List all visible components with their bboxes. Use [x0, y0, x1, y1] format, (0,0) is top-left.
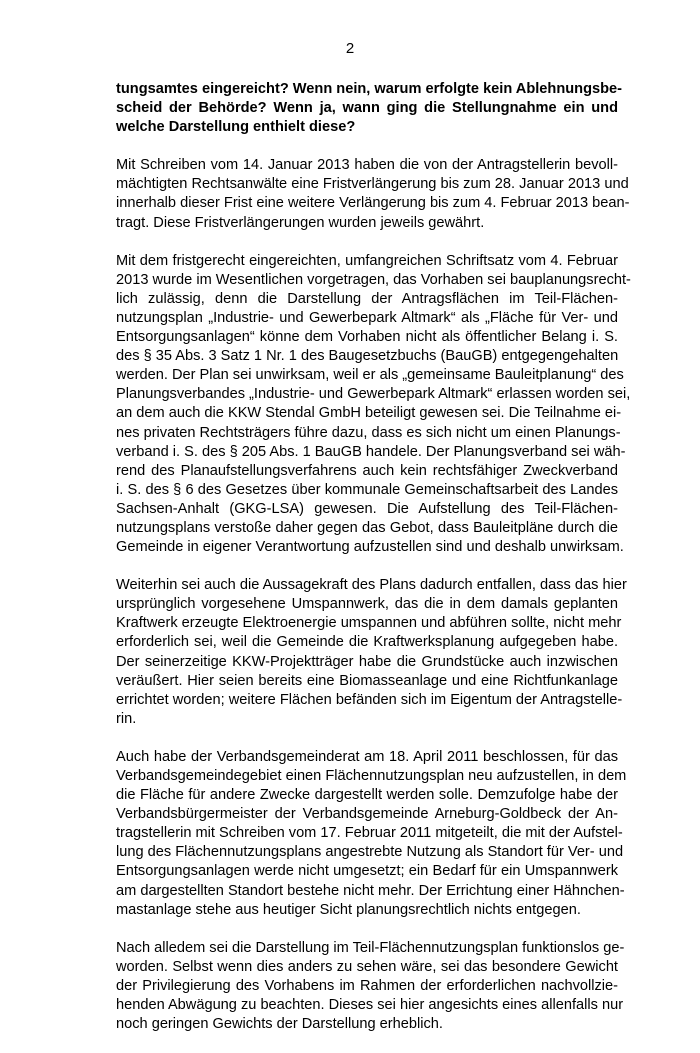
- text-line: mastanlage stehe aus heutiger Sicht planungsrechtlich nichts entgegen.: [116, 901, 581, 918]
- text-line: am dargestellten Standort bestehe nicht mehr. Der Errichtung einer Hähnchen-: [116, 882, 625, 899]
- document-body: [116, 80, 631, 1053]
- text-line: nutzungsplan „Industrie- und Gewerbepark Altmark“ als „Fläche für Ver- und: [116, 309, 618, 326]
- body-paragraph: [116, 748, 627, 920]
- text-line: Sachsen-Anhalt (GKG-LSA) gewesen. Die Aufstellung des Teil-Flächen-: [116, 500, 618, 517]
- text-line: rend des Planaufstellungsverfahrens auch kein rechtsfähiger Zweckverband: [116, 462, 618, 479]
- text-line: lung des Flächennutzungsplans angestrebte Nutzung als Standort für Ver- und: [116, 844, 624, 861]
- text-line: tragt. Diese Fristverlängerungen wurden jeweils gewährt.: [116, 214, 485, 231]
- text-line: veräußert. Hier seien bereits eine Biomasseanlage und eine Richtfunkanlage: [116, 672, 618, 689]
- text-line: mächtigten Rechtsanwälte eine Fristverlängerung bis zum 28. Januar 2013 und: [116, 176, 629, 193]
- text-line: des § 35 Abs. 3 Satz 1 Nr. 1 des Baugesetzbuchs (BauGB) entgegengehalten: [116, 348, 619, 365]
- text-line: Verbandsgemeindegebiet einen Flächennutzungsplan neu aufzustellen, in dem: [116, 768, 627, 784]
- text-line: lich zulässig, denn die Darstellung der Antragsflächen im Teil-Flächen-: [116, 290, 618, 307]
- text-line: innerhalb dieser Frist eine weitere Verlängerung bis zum 4. Februar 2013 bean-: [116, 195, 630, 212]
- body-paragraph: [116, 939, 625, 1034]
- text-line: errichtet worden; weitere Flächen befänden sich im Eigentum der Antragstelle-: [116, 691, 623, 708]
- text-line: worden. Selbst wenn dies anders zu sehen wäre, sei das besondere Gewicht: [116, 958, 618, 975]
- text-line: Weiterhin sei auch die Aussagekraft des Plans dadurch entfallen, dass das hier: [116, 577, 627, 594]
- text-line: der Privilegierung des Vorhabens im Rahmen der erforderlichen nachvollzie-: [116, 977, 618, 994]
- text-line: Mit dem fristgerecht eingereichten, umfangreichen Schriftsatz vom 4. Februar: [116, 252, 618, 269]
- text-line: Planungsverbandes „Industrie- und Gewerbepark Altmark“ erlassen worden sei,: [116, 386, 631, 403]
- text-line: noch geringen Gewichts der Darstellung erheblich.: [116, 1016, 443, 1033]
- text-line: Auch habe der Verbandsgemeinderat am 18. April 2011 beschlossen, für das: [116, 748, 618, 765]
- text-line: rin.: [116, 710, 137, 727]
- text-line: nutzungsplans verstoße daher gegen das Gebot, dass Bauleitpläne durch die: [116, 519, 618, 536]
- text-line: Mit Schreiben vom 14. Januar 2013 haben die von der Antragstellerin bevoll-: [116, 157, 618, 174]
- text-line: werden. Der Plan sei unwirksam, weil er als „gemeinsame Bauleitplanung“ des: [116, 367, 624, 384]
- text-line: tungsamtes eingereicht? Wenn nein, warum erfolgte kein Ablehnungsbe-: [116, 81, 622, 97]
- text-line: Der seinerzeitige KKW-Projektträger habe die Grundstücke auch inzwischen: [116, 653, 618, 670]
- page-number: 2: [345, 40, 355, 57]
- body-paragraph: [116, 576, 627, 729]
- text-line: Gemeinde in eigener Verantwortung aufzustellen sind und deshalb unwirksam.: [116, 539, 624, 556]
- text-line: an dem auch die KKW Stendal GmbH beteiligt gewesen sei. Die Teilnahme ei-: [116, 405, 622, 422]
- text-line: Nach alledem sei die Darstellung im Teil-Flächennutzungsplan funktionslos ge-: [116, 939, 625, 956]
- text-line: erforderlich sei, weil die Gemeinde die Kraftwerksplanung aufgegeben habe.: [116, 634, 618, 651]
- body-paragraph: [116, 156, 630, 232]
- text-line: die Fläche für andere Zwecke dargestellt werden solle. Demzufolge habe der: [116, 787, 618, 804]
- text-line: i. S. des § 6 des Gesetzes über kommunale Gemeinschaftsarbeit des Landes: [116, 481, 618, 498]
- text-line: verband i. S. des § 205 Abs. 1 BauGB handele. Der Planungsverband sei wäh-: [116, 443, 626, 460]
- text-line: Entsorgungsanlagen werde nicht umgesetzt; ein Bedarf für ein Umspannwerk: [116, 863, 618, 880]
- text-line: nes privaten Rechtsträgers führe dazu, dass es sich nicht um einen Planungs-: [116, 424, 621, 441]
- text-line: Verbandsbürgermeister der Verbandsgemeinde Arneburg-Goldbeck der An-: [116, 806, 618, 823]
- text-line: Kraftwerk erzeugte Elektroenergie umspannen und abführen sollte, nicht mehr: [116, 615, 622, 632]
- text-line: ursprünglich vorgesehene Umspannwerk, das die in dem damals geplanten: [116, 596, 618, 613]
- text-line: scheid der Behörde? Wenn ja, wann ging die Stellungnahme ein und: [116, 100, 618, 117]
- text-line: Entsorgungsanlagen“ könne dem Vorhaben nicht als öffentlicher Belang i. S.: [116, 329, 618, 346]
- body-paragraph: [116, 252, 631, 558]
- question-paragraph: [116, 80, 622, 137]
- text-line: 2013 wurde im Wesentlichen vorgetragen, das Vorhaben sei bauplanungsrecht-: [116, 271, 631, 288]
- text-line: welche Darstellung enthielt diese?: [116, 119, 356, 136]
- text-line: tragstellerin mit Schreiben vom 17. Februar 2011 mitgeteilt, die mit der Aufstel-: [116, 825, 623, 842]
- text-line: henden Abwägung zu beachten. Dieses sei hier angesichts eines allenfalls nur: [116, 997, 624, 1014]
